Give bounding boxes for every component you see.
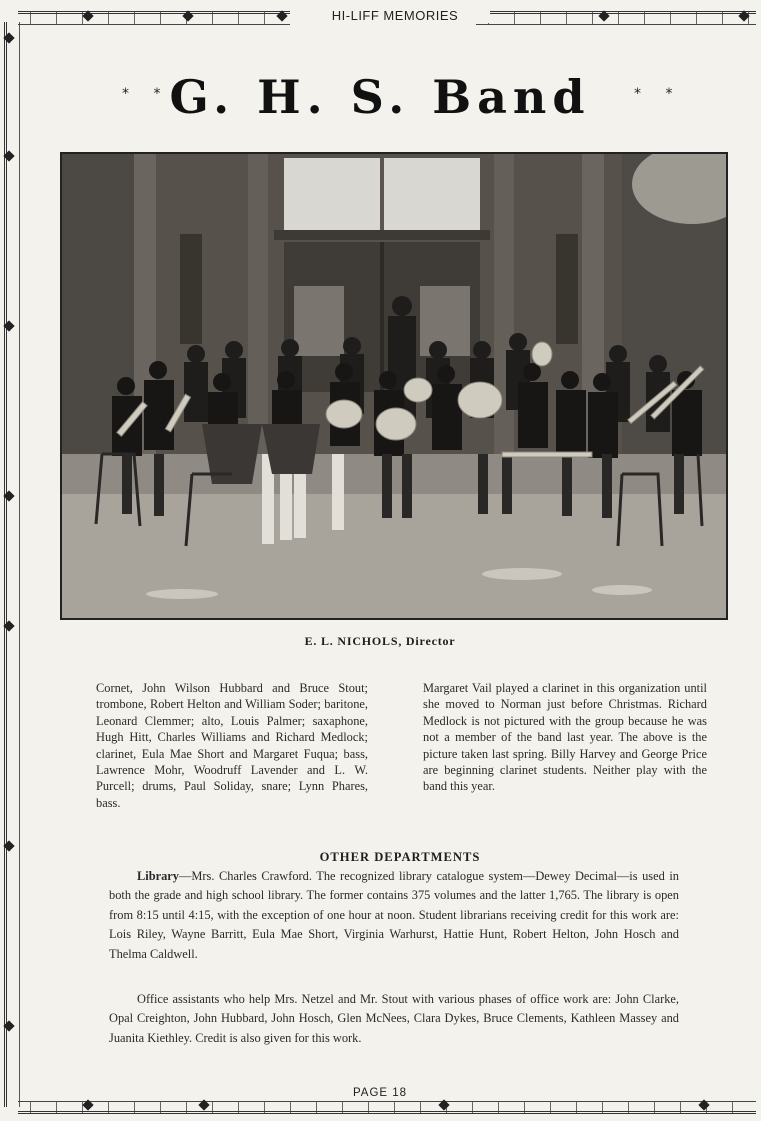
section-heading: OTHER DEPARTMENTS (319, 850, 481, 864)
top-rule-left (18, 11, 290, 25)
border-knot (3, 490, 14, 501)
band-photo (60, 152, 728, 620)
border-knot (3, 320, 14, 331)
library-text: —Mrs. Charles Crawford. The recognized library catalogue system—Dewey Decimal—is used in both the grade and high school library. The former contains 375 volumes and the latter 1,765. The library is open from 8:15 until 4:15, with the exception of one hour at noon. Student librarians receiving credit for this work are: Lois Riley, Wayne Barritt, Eula Mae Short, Virginia Warhurst, Hattie Hunt, Robert Helton, John Hosch and Thelma Caldwell. (109, 869, 679, 961)
office-paragraph: Office assistants who help Mrs. Netzel and Mr. Stout with various phases of office work are: John Clarke, Opal Creighton, John Hubbard, John Hosch, Glen McNees, Clara Dykes, Bruce Clements, Kathleen Massey and Juanita Kiethley. Credit is also given for this work. (109, 992, 679, 1045)
border-knot (3, 620, 14, 631)
title-ornament-left: * * (122, 86, 171, 102)
band-photo-illustration (62, 154, 726, 618)
border-knot (3, 840, 14, 851)
page-title: G. H. S. Band (169, 70, 591, 124)
bottom-rule (18, 1101, 756, 1114)
band-members-text: Cornet, John Wilson Hubbard and Bruce Stout; trombone, Robert Helton and William Soder; baritone, Leonard Clemmer; alto, Louis Palmer; saxaphone, Hugh Hitt, Charles Williams and Richard Medlock; clarinet, Eula Mae Short and Margaret Fuqua; bass, Lawrence Mohr, Woodruff Lavender and L. W. Purcell; drums, Paul Soliday, snare; Lynn Phares, bass. (96, 681, 368, 810)
top-rule-right (476, 11, 756, 25)
border-knot (3, 150, 14, 161)
border-knot (3, 1020, 14, 1031)
band-notes-text: Margaret Vail played a clarinet in this organization until she moved to Norman just before Christmas. Richard Medlock is not pictured with the group because he was not a member of the band last year. The above is the picture taken last spring. Billy Harvey and George Price are beginning clarinet students. Neither play with the band this year. (423, 681, 707, 794)
photo-caption: E. L. NICHOLS, Director (304, 634, 456, 648)
page-number: PAGE 18 (352, 1087, 408, 1099)
title-ornament-right: * * (634, 86, 683, 102)
library-label: Library (137, 869, 179, 883)
border-knot (3, 32, 14, 43)
running-head: HI-LIFF MEMORIES (300, 8, 490, 23)
library-paragraph (109, 867, 679, 964)
left-decorative-border (4, 22, 20, 1107)
